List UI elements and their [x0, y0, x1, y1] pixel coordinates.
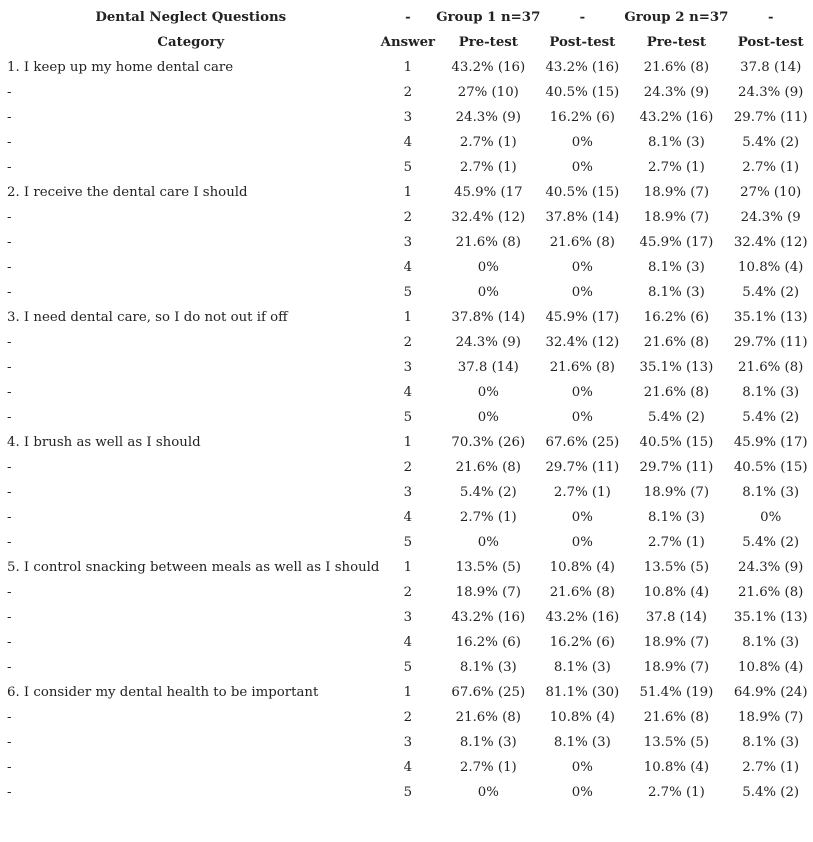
g2-pretest-cell: 40.5% (15): [639, 435, 714, 450]
table-row: [2, 205, 813, 230]
table-row: [2, 430, 813, 455]
g1-pretest-cell: 27% (10): [457, 85, 519, 100]
g1-pretest-cell: 0%: [477, 785, 499, 800]
g1-posttest-cell: 0%: [571, 135, 593, 150]
g1-pretest-cell: 70.3% (26): [451, 435, 526, 450]
category-cell: -: [7, 735, 12, 750]
table-row: [2, 555, 813, 580]
g2-posttest-cell: 29.7% (11): [733, 110, 808, 125]
table-row: [2, 630, 813, 655]
g1-pretest-cell: 0%: [477, 385, 499, 400]
g1-posttest-cell: 0%: [571, 385, 593, 400]
g2-pretest-cell: 10.8% (4): [643, 585, 710, 600]
g2-posttest-cell: 37.8 (14): [740, 60, 802, 75]
g2-posttest-cell: 5.4% (2): [742, 135, 800, 150]
table-row: [2, 405, 813, 430]
table-row: [2, 130, 813, 155]
answer-cell: 5: [403, 660, 413, 675]
table-row: [2, 780, 813, 805]
category-cell: 3. I need dental care, so I do not out if off: [7, 310, 288, 325]
category-cell: -: [7, 410, 12, 425]
g1-pretest-cell: 45.9% (17: [454, 185, 523, 200]
answer-cell: 2: [403, 210, 413, 225]
g1-pretest-cell: 24.3% (9): [455, 335, 521, 350]
category-cell: -: [7, 610, 12, 625]
g1-pretest-cell: 0%: [477, 410, 499, 425]
answer-cell: 2: [403, 710, 413, 725]
answer-cell: 4: [403, 385, 413, 400]
answer-cell: 3: [403, 235, 413, 250]
answer-cell: 5: [403, 785, 413, 800]
g2-posttest-cell: 24.3% (9): [738, 560, 804, 575]
answer-cell: 1: [403, 60, 413, 75]
g1-pretest-cell: 67.6% (25): [451, 685, 526, 700]
g2-pretest-cell: 43.2% (16): [639, 110, 714, 125]
table-row: [2, 80, 813, 105]
g2-posttest-cell: 64.9% (24): [733, 685, 808, 700]
table-row: [2, 655, 813, 680]
g2-pretest-cell: 21.6% (8): [643, 710, 710, 725]
g1-posttest-cell: 29.7% (11): [545, 460, 620, 475]
table-row: [2, 355, 813, 380]
table-row: [2, 230, 813, 255]
g2-pretest-cell: 18.9% (7): [643, 660, 710, 675]
g2-posttest-cell: 29.7% (11): [733, 335, 808, 350]
table-row: [2, 480, 813, 505]
header-group-1: Group 1 n=37: [436, 10, 541, 25]
category-cell: -: [7, 385, 12, 400]
category-cell: -: [7, 635, 12, 650]
category-cell: -: [7, 235, 12, 250]
g2-posttest-cell: 35.1% (13): [733, 310, 808, 325]
header-g1-posttest: Post-test: [549, 35, 616, 50]
category-cell: -: [7, 85, 12, 100]
category-cell: -: [7, 585, 12, 600]
answer-cell: 5: [403, 535, 413, 550]
g2-pretest-cell: 2.7% (1): [647, 160, 705, 175]
g2-posttest-cell: 8.1% (3): [742, 485, 800, 500]
g1-posttest-cell: 0%: [571, 510, 593, 525]
g1-posttest-cell: 40.5% (15): [545, 185, 620, 200]
table-row: [2, 580, 813, 605]
table-row: [2, 280, 813, 305]
g2-posttest-cell: 35.1% (13): [733, 610, 808, 625]
g1-posttest-cell: 0%: [571, 160, 593, 175]
header-g1-pretest: Pre-test: [458, 35, 518, 50]
answer-cell: 1: [403, 435, 413, 450]
g2-pretest-cell: 13.5% (5): [643, 560, 710, 575]
g1-pretest-cell: 8.1% (3): [459, 735, 517, 750]
g2-pretest-cell: 13.5% (5): [643, 735, 710, 750]
g1-posttest-cell: 67.6% (25): [545, 435, 620, 450]
g2-posttest-cell: 5.4% (2): [742, 535, 800, 550]
table-row: [2, 305, 813, 330]
header-g2-posttest: Post-test: [737, 35, 804, 50]
category-cell: -: [7, 785, 12, 800]
g2-posttest-cell: 45.9% (17): [733, 435, 808, 450]
g1-posttest-cell: 32.4% (12): [545, 335, 620, 350]
g1-posttest-cell: 0%: [571, 760, 593, 775]
g2-posttest-cell: 5.4% (2): [742, 410, 800, 425]
g1-posttest-cell: 21.6% (8): [549, 360, 615, 375]
answer-cell: 5: [403, 285, 413, 300]
table-row: [2, 730, 813, 755]
g1-posttest-cell: 16.2% (6): [549, 635, 615, 650]
g1-pretest-cell: 2.7% (1): [459, 760, 517, 775]
answer-cell: 3: [403, 485, 413, 500]
table-row: [2, 605, 813, 630]
g2-posttest-cell: 2.7% (1): [742, 760, 800, 775]
g1-posttest-cell: 43.2% (16): [545, 60, 620, 75]
g1-posttest-cell: 43.2% (16): [545, 610, 620, 625]
g1-posttest-cell: 40.5% (15): [545, 85, 620, 100]
g2-pretest-cell: 51.4% (19): [639, 685, 714, 700]
category-cell: 5. I control snacking between meals as well as I should: [7, 560, 380, 575]
g1-posttest-cell: 8.1% (3): [553, 735, 611, 750]
g2-pretest-cell: 29.7% (11): [639, 460, 714, 475]
g2-pretest-cell: 18.9% (7): [643, 635, 710, 650]
table-row: [2, 705, 813, 730]
answer-cell: 4: [403, 260, 413, 275]
answer-cell: 4: [403, 510, 413, 525]
g2-posttest-cell: 10.8% (4): [738, 260, 804, 275]
category-cell: -: [7, 210, 12, 225]
table-row: [2, 55, 813, 80]
g2-pretest-cell: 2.7% (1): [647, 785, 705, 800]
g2-posttest-cell: 24.3% (9: [740, 210, 801, 225]
g1-pretest-cell: 8.1% (3): [459, 660, 517, 675]
g1-pretest-cell: 2.7% (1): [459, 135, 517, 150]
g1-posttest-cell: 37.8% (14): [545, 210, 620, 225]
g2-pretest-cell: 18.9% (7): [643, 210, 710, 225]
g1-pretest-cell: 21.6% (8): [455, 460, 521, 475]
g1-pretest-cell: 0%: [477, 285, 499, 300]
table-row: [2, 455, 813, 480]
answer-cell: 1: [403, 185, 413, 200]
answer-cell: 3: [403, 110, 413, 125]
g2-posttest-cell: 18.9% (7): [738, 710, 804, 725]
g1-posttest-cell: 16.2% (6): [549, 110, 615, 125]
g2-posttest-cell: 24.3% (9): [738, 85, 804, 100]
answer-cell: 2: [403, 585, 413, 600]
g1-posttest-cell: 0%: [571, 260, 593, 275]
table-row: [2, 505, 813, 530]
g2-pretest-cell: 21.6% (8): [643, 60, 710, 75]
g2-pretest-cell: 45.9% (17): [639, 235, 714, 250]
answer-cell: 5: [403, 160, 413, 175]
header-answer: Answer: [380, 35, 436, 50]
g1-posttest-cell: 10.8% (4): [549, 710, 615, 725]
table-header: [2, 5, 813, 55]
category-cell: 6. I consider my dental health to be important: [7, 685, 319, 700]
g2-pretest-cell: 24.3% (9): [643, 85, 710, 100]
table-row: [2, 155, 813, 180]
g1-posttest-cell: 0%: [571, 785, 593, 800]
table-row: [2, 330, 813, 355]
category-cell: -: [7, 710, 12, 725]
answer-cell: 1: [403, 685, 413, 700]
answer-cell: 4: [403, 635, 413, 650]
g2-pretest-cell: 2.7% (1): [647, 535, 705, 550]
g2-posttest-cell: 5.4% (2): [742, 785, 800, 800]
category-cell: -: [7, 160, 12, 175]
category-cell: -: [7, 335, 12, 350]
g1-posttest-cell: 21.6% (8): [549, 235, 615, 250]
answer-cell: 1: [403, 560, 413, 575]
table-body: [2, 55, 813, 805]
g1-pretest-cell: 16.2% (6): [455, 635, 521, 650]
category-cell: -: [7, 460, 12, 475]
g1-posttest-cell: 8.1% (3): [553, 660, 611, 675]
table-row: [2, 530, 813, 555]
table-row: [2, 180, 813, 205]
category-cell: 1. I keep up my home dental care: [7, 60, 234, 75]
g1-posttest-cell: 0%: [571, 285, 593, 300]
g2-posttest-cell: 8.1% (3): [742, 735, 800, 750]
header-category: Category: [157, 35, 225, 50]
g1-pretest-cell: 2.7% (1): [459, 160, 517, 175]
g2-pretest-cell: 8.1% (3): [647, 260, 705, 275]
header-dash: -: [579, 10, 586, 25]
g2-posttest-cell: 2.7% (1): [742, 160, 800, 175]
g1-pretest-cell: 37.8% (14): [451, 310, 526, 325]
g1-posttest-cell: 81.1% (30): [545, 685, 620, 700]
g1-posttest-cell: 45.9% (17): [545, 310, 620, 325]
g1-pretest-cell: 32.4% (12): [451, 210, 526, 225]
g1-pretest-cell: 0%: [477, 535, 499, 550]
g2-pretest-cell: 18.9% (7): [643, 485, 710, 500]
g2-posttest-cell: 8.1% (3): [742, 635, 800, 650]
answer-cell: 3: [403, 735, 413, 750]
g2-pretest-cell: 18.9% (7): [643, 185, 710, 200]
header-row-groups: [2, 5, 813, 30]
g2-pretest-cell: 16.2% (6): [643, 310, 710, 325]
g2-posttest-cell: 40.5% (15): [733, 460, 808, 475]
category-cell: -: [7, 660, 12, 675]
g1-pretest-cell: 43.2% (16): [451, 60, 526, 75]
g1-pretest-cell: 2.7% (1): [459, 510, 517, 525]
table-row: [2, 105, 813, 130]
g1-posttest-cell: 0%: [571, 535, 593, 550]
category-cell: 4. I brush as well as I should: [7, 435, 201, 450]
category-cell: -: [7, 485, 12, 500]
answer-cell: 1: [403, 310, 413, 325]
category-cell: -: [7, 135, 12, 150]
g1-pretest-cell: 21.6% (8): [455, 710, 521, 725]
g2-pretest-cell: 21.6% (8): [643, 385, 710, 400]
g2-posttest-cell: 5.4% (2): [742, 285, 800, 300]
answer-cell: 2: [403, 85, 413, 100]
g1-pretest-cell: 43.2% (16): [451, 610, 526, 625]
header-group-2: Group 2 n=37: [624, 10, 729, 25]
header-title: Dental Neglect Questions: [95, 10, 287, 25]
table-row: [2, 680, 813, 705]
g2-pretest-cell: 8.1% (3): [647, 285, 705, 300]
g2-posttest-cell: 10.8% (4): [738, 660, 804, 675]
g2-posttest-cell: 21.6% (8): [738, 585, 804, 600]
g2-pretest-cell: 37.8 (14): [645, 610, 707, 625]
category-cell: -: [7, 360, 12, 375]
g2-posttest-cell: 32.4% (12): [733, 235, 808, 250]
table-row: [2, 380, 813, 405]
g1-pretest-cell: 5.4% (2): [459, 485, 517, 500]
g2-pretest-cell: 5.4% (2): [647, 410, 705, 425]
g2-pretest-cell: 8.1% (3): [647, 135, 705, 150]
category-cell: -: [7, 285, 12, 300]
g1-posttest-cell: 0%: [571, 410, 593, 425]
g2-pretest-cell: 35.1% (13): [639, 360, 714, 375]
g2-pretest-cell: 8.1% (3): [647, 510, 705, 525]
answer-cell: 3: [403, 360, 413, 375]
g1-posttest-cell: 21.6% (8): [549, 585, 615, 600]
g1-posttest-cell: 10.8% (4): [549, 560, 615, 575]
table-row: [2, 755, 813, 780]
g1-pretest-cell: 24.3% (9): [455, 110, 521, 125]
answer-cell: 4: [403, 760, 413, 775]
answer-cell: 5: [403, 410, 413, 425]
g2-posttest-cell: 27% (10): [740, 185, 802, 200]
header-dash: -: [767, 10, 774, 25]
g1-pretest-cell: 21.6% (8): [455, 235, 521, 250]
answer-cell: 4: [403, 135, 413, 150]
g2-posttest-cell: 0%: [760, 510, 782, 525]
g1-posttest-cell: 2.7% (1): [553, 485, 611, 500]
g1-pretest-cell: 37.8 (14): [457, 360, 519, 375]
g2-pretest-cell: 21.6% (8): [643, 335, 710, 350]
table-row: [2, 255, 813, 280]
category-cell: -: [7, 510, 12, 525]
g1-pretest-cell: 0%: [477, 260, 499, 275]
header-row-columns: [2, 30, 813, 55]
category-cell: 2. I receive the dental care I should: [7, 185, 248, 200]
dental-neglect-table: [2, 5, 813, 805]
category-cell: -: [7, 110, 12, 125]
header-g2-pretest: Pre-test: [646, 35, 706, 50]
g2-pretest-cell: 10.8% (4): [643, 760, 710, 775]
category-cell: -: [7, 535, 12, 550]
category-cell: -: [7, 260, 12, 275]
g1-pretest-cell: 13.5% (5): [455, 560, 521, 575]
category-cell: -: [7, 760, 12, 775]
header-dash: -: [405, 10, 411, 25]
answer-cell: 3: [403, 610, 413, 625]
answer-cell: 2: [403, 335, 413, 350]
answer-cell: 2: [403, 460, 413, 475]
g1-pretest-cell: 18.9% (7): [455, 585, 521, 600]
g2-posttest-cell: 8.1% (3): [742, 385, 800, 400]
g2-posttest-cell: 21.6% (8): [738, 360, 804, 375]
